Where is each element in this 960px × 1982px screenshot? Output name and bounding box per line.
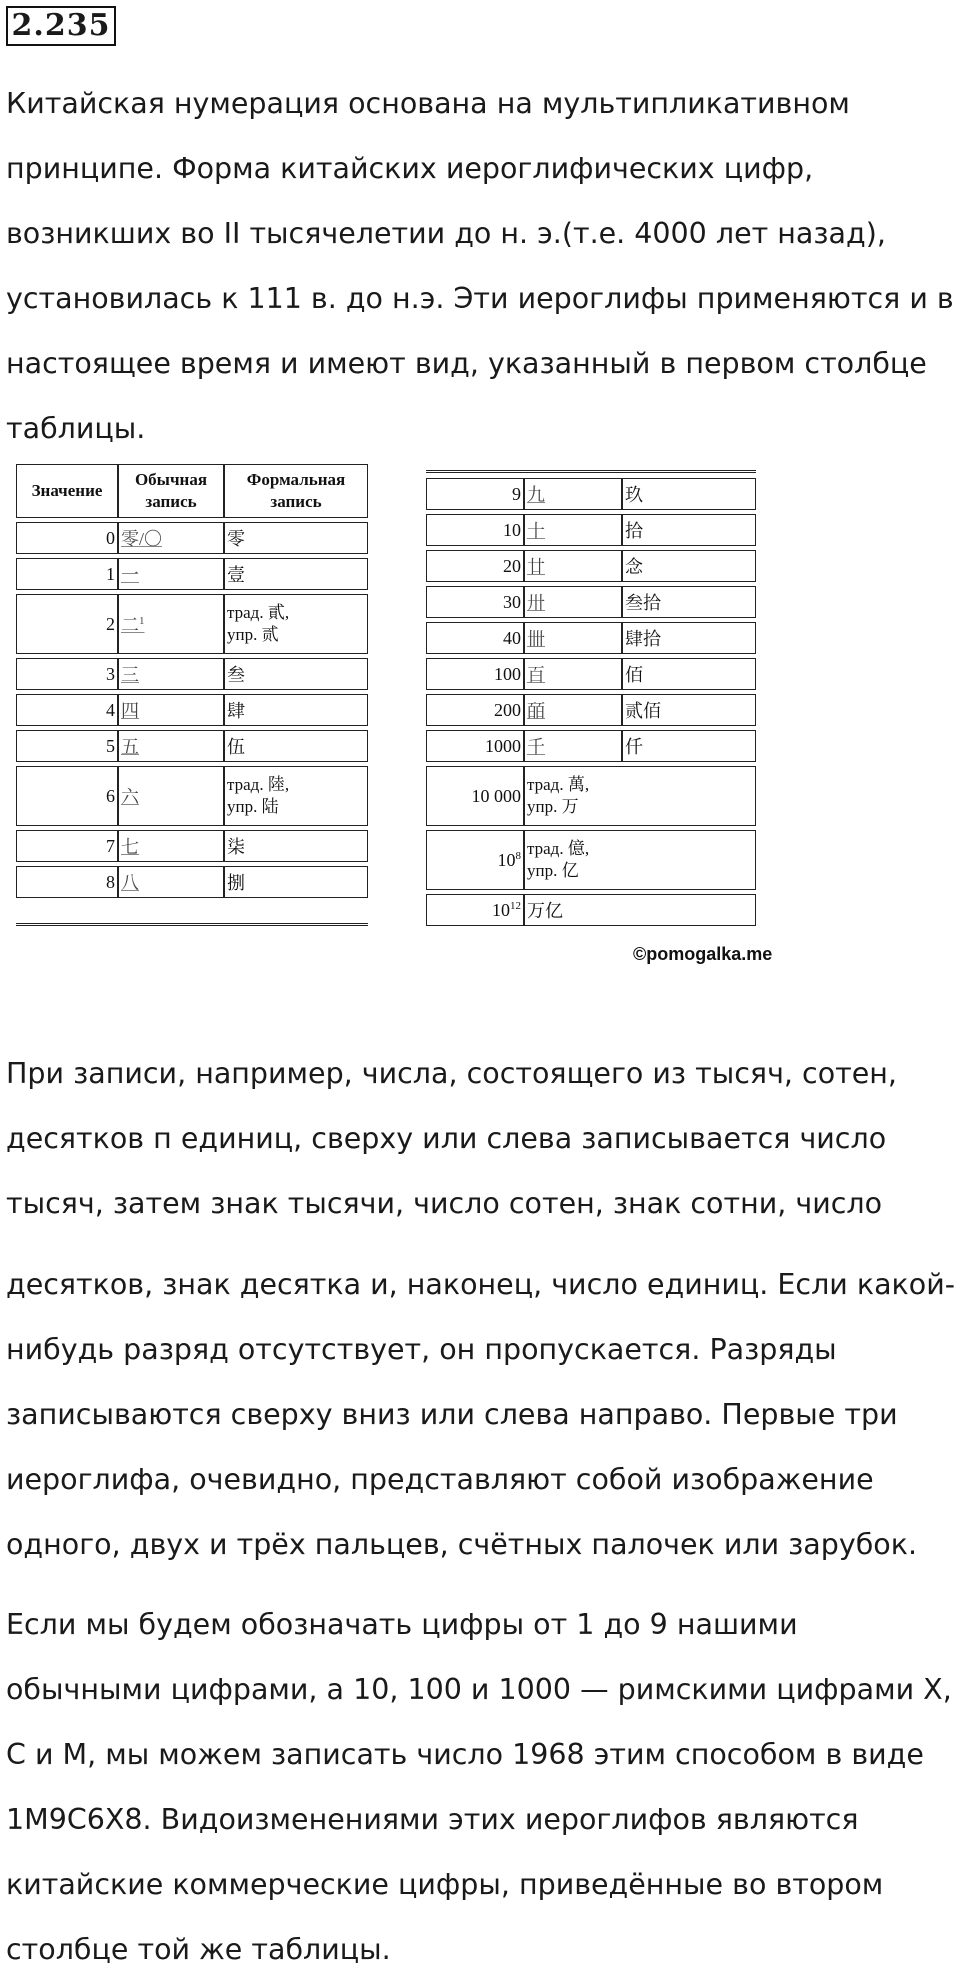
cell-formal: 玖 bbox=[622, 478, 756, 510]
text-line: таблицы. bbox=[6, 412, 146, 445]
table-row bbox=[426, 694, 756, 726]
text-line: 1М9С6Х8. Видоизменениями этих иероглифов являются bbox=[6, 1803, 859, 1836]
text-line: десятков п единиц, сверху или слева записывается число bbox=[6, 1122, 887, 1155]
cell-formal: 壹 bbox=[224, 558, 368, 590]
cell-merged: 万亿 bbox=[524, 894, 756, 926]
cell-normal: 八 bbox=[118, 866, 224, 898]
cell-formal: 叁 bbox=[224, 658, 368, 690]
cell-formal bbox=[224, 594, 368, 654]
cell-normal: 四 bbox=[118, 694, 224, 726]
value-exponent: 8 bbox=[515, 849, 521, 862]
cell-value: 8 bbox=[16, 866, 118, 898]
table-row bbox=[426, 622, 756, 654]
cell-normal: 十 bbox=[524, 514, 622, 546]
cell-value: 5 bbox=[16, 730, 118, 762]
formal-simpl: упр. 万 bbox=[527, 797, 579, 816]
formal-trad: трад. 陸, bbox=[227, 775, 290, 794]
cell-normal: 廿 bbox=[524, 550, 622, 582]
body-paragraph-3 bbox=[6, 1592, 952, 1982]
cell-formal: 拾 bbox=[622, 514, 756, 546]
cell-formal: 念 bbox=[622, 550, 756, 582]
table-row bbox=[426, 658, 756, 690]
body-paragraph-2 bbox=[6, 1252, 955, 1577]
formal-simpl: упр. 贰 bbox=[227, 625, 279, 644]
table-row bbox=[426, 766, 756, 826]
cell-formal: 捌 bbox=[224, 866, 368, 898]
cell-value: 10 bbox=[426, 514, 524, 546]
cell-merged bbox=[524, 830, 756, 890]
numerals-table-left bbox=[16, 460, 368, 902]
cell-normal: 一 bbox=[118, 558, 224, 590]
formal-simpl: упр. 亿 bbox=[527, 861, 579, 880]
cell-merged bbox=[524, 766, 756, 826]
cell-value: 20 bbox=[426, 550, 524, 582]
header-formal: Формальная запись bbox=[224, 464, 368, 518]
formal-trad: трад. 貳, bbox=[227, 603, 290, 622]
cell-value: 0 bbox=[16, 522, 118, 554]
cell-normal: 卌 bbox=[524, 622, 622, 654]
cell-formal: 佰 bbox=[622, 658, 756, 690]
text-line: настоящее время и имеют вид, указанный в первом столбце bbox=[6, 347, 927, 380]
table-row bbox=[16, 558, 368, 590]
table-row bbox=[426, 478, 756, 510]
cell-value: 9 bbox=[426, 478, 524, 510]
cell-value: 4 bbox=[16, 694, 118, 726]
cell-value bbox=[426, 830, 524, 890]
text-line: С и М, мы можем записать число 1968 этим способом в виде bbox=[6, 1738, 924, 1771]
cell-value: 200 bbox=[426, 694, 524, 726]
cell-value: 2 bbox=[16, 594, 118, 654]
cell-formal: 肆拾 bbox=[622, 622, 756, 654]
cell-normal: 六 bbox=[118, 766, 224, 826]
table-row bbox=[426, 894, 756, 926]
value-base: 10 bbox=[497, 849, 516, 870]
cell-value: 1000 bbox=[426, 730, 524, 762]
table-row bbox=[16, 866, 368, 898]
value-base: 10 bbox=[492, 899, 510, 920]
numerals-table-right bbox=[426, 474, 756, 930]
cell-value: 10 000 bbox=[426, 766, 524, 826]
formal-trad: трад. 萬, bbox=[527, 775, 590, 794]
cell-normal: 五 bbox=[118, 730, 224, 762]
text-line: При записи, например, числа, состоящего из тысяч, сотен, bbox=[6, 1057, 897, 1090]
cell-normal: 百 bbox=[524, 658, 622, 690]
cell-value: 40 bbox=[426, 622, 524, 654]
cell-normal: 卅 bbox=[524, 586, 622, 618]
cell-formal: 零 bbox=[224, 522, 368, 554]
cell-value: 1 bbox=[16, 558, 118, 590]
cell-normal: 九 bbox=[524, 478, 622, 510]
header-normal: Обычная запись bbox=[118, 464, 224, 518]
text-line: нибудь разряд отсутствует, он пропускается. Разряды bbox=[6, 1333, 837, 1366]
cell-value: 6 bbox=[16, 766, 118, 826]
cell-normal bbox=[118, 594, 224, 654]
table-row bbox=[16, 694, 368, 726]
normal-glyph: 二 bbox=[121, 615, 139, 635]
formal-simpl: упр. 陆 bbox=[227, 797, 279, 816]
cell-formal: 肆 bbox=[224, 694, 368, 726]
cell-formal bbox=[224, 766, 368, 826]
cell-formal: 仟 bbox=[622, 730, 756, 762]
formal-trad: трад. 億, bbox=[527, 839, 590, 858]
table-row bbox=[16, 522, 368, 554]
intro-paragraph bbox=[6, 71, 954, 461]
cell-normal: 三 bbox=[118, 658, 224, 690]
cell-value: 100 bbox=[426, 658, 524, 690]
cell-formal: 柒 bbox=[224, 830, 368, 862]
table-row bbox=[16, 766, 368, 826]
footnote-mark: 1 bbox=[139, 615, 145, 627]
text-line: десятков, знак десятка и, наконец, число единиц. Если какой- bbox=[6, 1268, 956, 1301]
text-line: принципе. Форма китайских иероглифических цифр, bbox=[6, 152, 814, 185]
table-row bbox=[426, 550, 756, 582]
text-line: тысяч, затем знак тысячи, число сотен, знак сотни, число bbox=[6, 1187, 883, 1220]
table-row bbox=[16, 830, 368, 862]
table-cut-line bbox=[426, 470, 756, 473]
text-line: одного, двух и трёх пальцев, счётных палочек или зарубок. bbox=[6, 1528, 918, 1561]
text-line: Китайская нумерация основана на мультипликативном bbox=[6, 87, 850, 120]
watermark: ©pomogalka.me bbox=[633, 944, 773, 964]
cell-value: 7 bbox=[16, 830, 118, 862]
header-value: Значение bbox=[16, 464, 118, 518]
table-row bbox=[16, 658, 368, 690]
cell-normal: 皕 bbox=[524, 694, 622, 726]
table-row bbox=[426, 830, 756, 890]
cell-formal: 贰佰 bbox=[622, 694, 756, 726]
body-paragraph-1 bbox=[6, 1041, 897, 1236]
table-row bbox=[426, 586, 756, 618]
table-cut-line bbox=[16, 923, 368, 926]
cell-normal: 零/〇 bbox=[118, 522, 224, 554]
table-row bbox=[426, 730, 756, 762]
text-line: установилась к 111 в. до н.э. Эти иероглифы применяются и в bbox=[6, 282, 954, 315]
problem-number: 2.235 bbox=[6, 6, 116, 46]
value-exponent: 12 bbox=[510, 899, 521, 912]
cell-formal: 伍 bbox=[224, 730, 368, 762]
text-line: возникших во II тысячелетии до н. э.(т.е. 4000 лет назад), bbox=[6, 217, 886, 250]
cell-value: 3 bbox=[16, 658, 118, 690]
cell-normal: 千 bbox=[524, 730, 622, 762]
table-row bbox=[16, 594, 368, 654]
text-line: записываются сверху вниз или слева направо. Первые три bbox=[6, 1398, 898, 1431]
table-row bbox=[426, 514, 756, 546]
text-line: китайские коммерческие цифры, приведённые во втором bbox=[6, 1868, 884, 1901]
text-line: иероглифа, очевидно, представляют собой изображение bbox=[6, 1463, 874, 1496]
table-row bbox=[16, 730, 368, 762]
cell-formal: 叁拾 bbox=[622, 586, 756, 618]
text-line: Если мы будем обозначать цифры от 1 до 9 нашими bbox=[6, 1608, 798, 1641]
text-line: обычными цифрами, а 10, 100 и 1000 — римскими цифрами X, bbox=[6, 1673, 952, 1706]
cell-value: 30 bbox=[426, 586, 524, 618]
cell-value bbox=[426, 894, 524, 926]
cell-normal: 七 bbox=[118, 830, 224, 862]
text-line: столбце той же таблицы. bbox=[6, 1933, 391, 1966]
